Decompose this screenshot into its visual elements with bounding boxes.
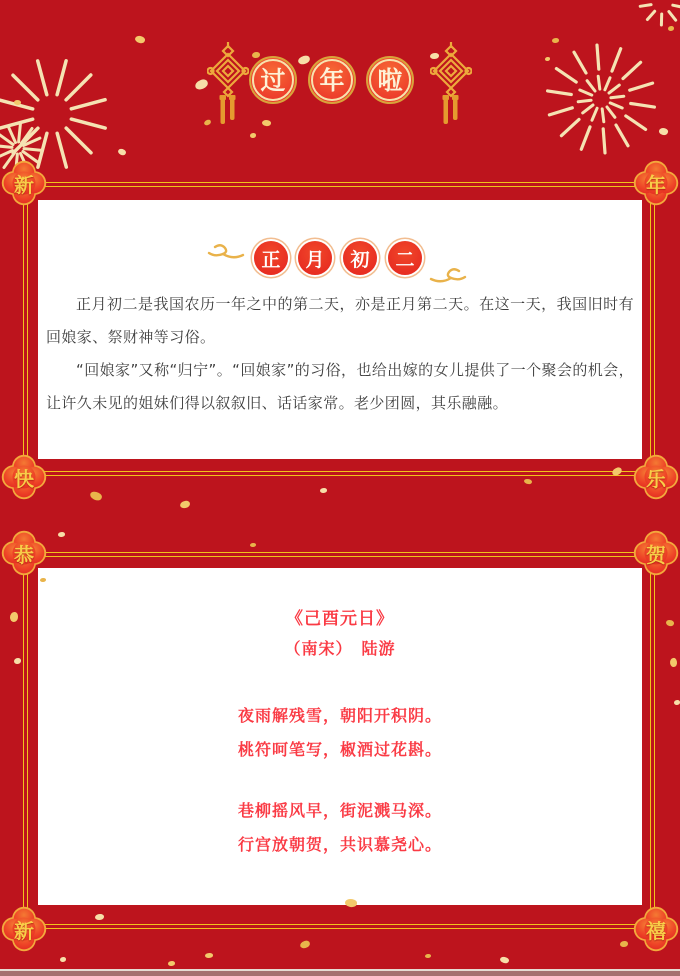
poem-line: 桃符呵笔写，椒酒过花斟。: [237, 740, 442, 759]
corner-badge-char: 新: [14, 172, 34, 197]
corner-badge-frame1-br: [633, 454, 679, 500]
article-paragraph: 正月初二是我国农历一年之中的第二天，亦是正月第二天。在这一天，我国旧时有回娘家、祭财神等习俗。: [46, 295, 634, 346]
corner-badge-char: 快: [14, 466, 34, 491]
next-section-edge: [0, 969, 680, 976]
confetti-speck: [668, 26, 674, 31]
corner-badge-frame2-tr: [633, 530, 679, 576]
header-badge-3: [366, 56, 414, 104]
confetti-speck: [250, 133, 256, 138]
poem-line: 夜雨解残雪，朝阳开积阴。: [237, 706, 442, 725]
confetti-speck: [168, 961, 175, 966]
header-badge-char: 啦: [377, 65, 403, 95]
confetti-speck: [425, 954, 431, 958]
corner-badge-frame2-br: [633, 906, 679, 952]
corner-badge-frame1-tl: [1, 160, 47, 206]
corner-badge-char: 乐: [646, 466, 666, 491]
header-badge-2: [308, 56, 356, 104]
corner-badge-char: 年: [646, 172, 666, 197]
poem-line: 巷柳摇风早，街泥溅马深。: [237, 801, 442, 820]
article-body: [46, 288, 634, 420]
poem-line: 行宫放朝贺，共识慕尧心。: [237, 835, 442, 854]
corner-badge-frame1-bl: [1, 454, 47, 500]
confetti-speck: [179, 500, 190, 509]
confetti-speck: [134, 35, 146, 45]
confetti-speck: [299, 940, 310, 949]
corner-badge-frame2-tl: [1, 530, 47, 576]
confetti-speck: [523, 478, 532, 485]
confetti-speck: [658, 127, 669, 136]
poem-card: [38, 568, 642, 905]
corner-badge-char: 禧: [646, 918, 666, 943]
article-title-badge-3: 初: [343, 241, 377, 275]
article-paragraph: “回娘家”又称“归宁”。“回娘家”的习俗，也给出嫁的女儿提供了一个聚会的机会，让许久未见的姐妹们得以叙叙旧、话话家常。老少团圆，其乐融融。: [46, 361, 634, 412]
chinese-knot-icon: [430, 40, 472, 128]
corner-badge-frame1-tr: [633, 160, 679, 206]
firework-icon: [0, 52, 116, 176]
confetti-speck: [117, 147, 127, 156]
article-card: [38, 200, 642, 459]
confetti-speck: [499, 956, 510, 965]
confetti-speck: [545, 57, 550, 61]
confetti-speck: [252, 52, 260, 58]
chinese-knot-icon: [207, 40, 249, 128]
confetti-speck: [89, 490, 103, 502]
confetti-speck: [262, 119, 272, 126]
article-title-badge-4: 二: [388, 241, 422, 275]
confetti-speck: [10, 612, 18, 622]
confetti-speck: [14, 99, 22, 105]
confetti-speck: [669, 657, 677, 667]
confetti-speck: [320, 488, 327, 493]
poem-title: 《己酉元日》: [286, 609, 394, 629]
firework-icon: [541, 39, 661, 159]
corner-badge-char: 贺: [646, 542, 666, 567]
confetti-speck: [250, 543, 256, 547]
corner-badge-char: 新: [14, 918, 34, 943]
confetti-speck: [14, 658, 21, 664]
confetti-speck: [665, 619, 675, 627]
header-badge-1: [249, 56, 297, 104]
confetti-speck: [297, 55, 311, 66]
cloud-icon: [427, 266, 473, 286]
firework-icon: [634, 0, 680, 31]
poem-author: （南宋） 陆游: [284, 639, 396, 658]
cloud-icon: [201, 242, 247, 262]
confetti-speck: [620, 941, 628, 947]
article-title-badge-1: 正: [254, 241, 288, 275]
confetti-speck: [674, 700, 680, 705]
corner-badge-char: 恭: [14, 542, 34, 567]
confetti-speck: [60, 957, 66, 962]
confetti-speck: [205, 953, 213, 958]
confetti-speck: [552, 38, 559, 43]
corner-badge-frame2-bl: [1, 906, 47, 952]
header-badge-char: 年: [319, 65, 345, 95]
header-badge-char: 过: [260, 65, 286, 95]
confetti-speck: [58, 532, 65, 537]
article-title-badge-2: 月: [298, 241, 332, 275]
